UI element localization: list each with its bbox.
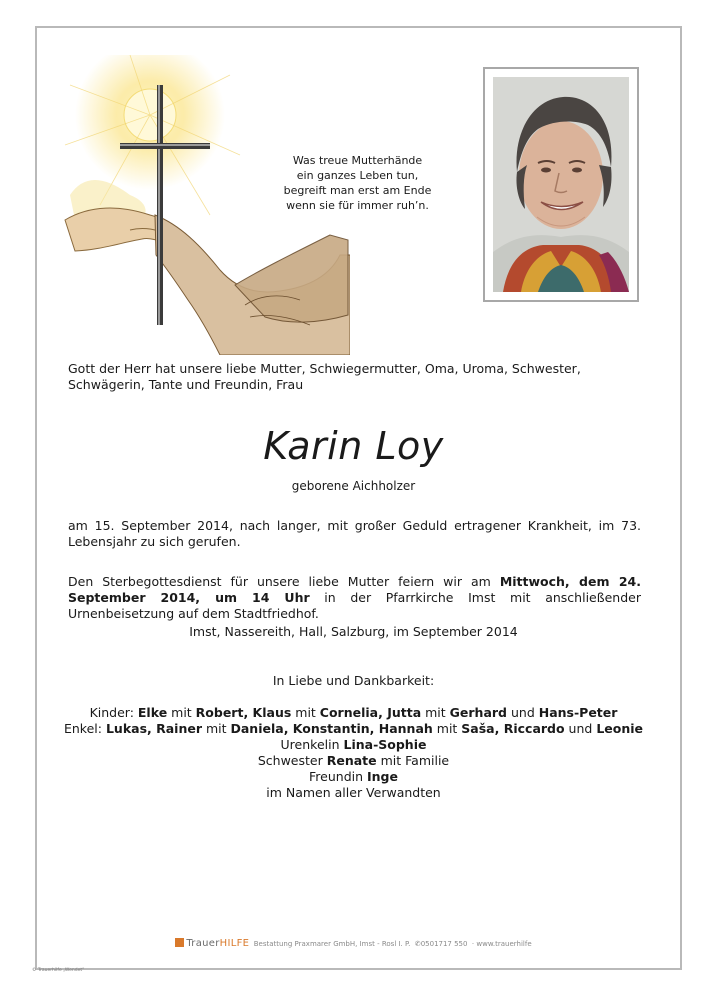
schwester-name: Renate — [326, 753, 377, 768]
footer: TrauerHILFE Bestattung Praxmarer GmbH, Imst - Rosl I. P. ✆0501717 550 · www.trauerhilfe — [0, 938, 707, 949]
enkel-label: Enkel: — [63, 721, 106, 736]
footer-company: Bestattung Praxmarer GmbH, Imst - Rosl I. P. — [253, 940, 411, 948]
poem-line: begreift man erst am Ende — [283, 184, 432, 197]
memorial-poem — [255, 153, 460, 213]
love-line: In Liebe und Dankbarkeit: — [272, 673, 435, 688]
kinder-name: Gerhard — [449, 705, 507, 720]
kinder-label: Kinder: — [89, 705, 138, 720]
kinder-name: Robert, Klaus — [195, 705, 292, 720]
urenkelin-name: Lina-Sophie — [343, 737, 427, 752]
enkel-name: Lukas, Rainer — [105, 721, 202, 736]
kinder-name: Cornelia, Jutta — [319, 705, 422, 720]
kinder-name: Hans-Peter — [538, 705, 618, 720]
connector-text: mit — [291, 705, 320, 720]
place-date: Imst, Nassereith, Hall, Salzburg, im September 2014 — [189, 624, 518, 639]
family-schwester — [0, 753, 707, 769]
family-freundin — [0, 769, 707, 785]
schwester-label: Schwester — [257, 753, 327, 768]
family-kinder — [0, 705, 707, 721]
service-prefix: Den Sterbegottesdienst für unsere liebe Mutter feiern wir am — [68, 574, 500, 589]
enkel-name: Daniela, Konstantin, Hannah — [230, 721, 433, 736]
logo-part1: Trauer — [186, 938, 220, 949]
kinder-name: Elke — [137, 705, 168, 720]
enkel-name: Leonie — [596, 721, 644, 736]
service-notice — [68, 574, 641, 622]
family-list — [0, 705, 707, 801]
connector-text: mit — [421, 705, 450, 720]
family-urenkelin — [0, 737, 707, 753]
family-enkel — [0, 721, 707, 737]
freundin-name: Inge — [367, 769, 398, 784]
copyright-note: © Trauerhilfe „Wendet“ — [32, 968, 85, 973]
phone-icon: ✆ — [414, 940, 421, 948]
portrait-photo — [493, 77, 629, 292]
poem-line: Was treue Mutterhände — [292, 154, 423, 167]
connector-text: mit — [202, 721, 231, 736]
portrait-frame — [483, 67, 639, 302]
deceased-name: Karin Loy — [263, 424, 444, 468]
footer-website[interactable]: www.trauerhilfe — [476, 940, 532, 948]
schwester-suffix: mit Familie — [376, 753, 450, 768]
poem-line: wenn sie für immer ruh’n. — [286, 199, 429, 212]
footer-logo — [186, 938, 249, 949]
connector-text: und — [564, 721, 597, 736]
urenkelin-label: Urenkelin — [280, 737, 344, 752]
logo-part2: HILFE — [219, 938, 250, 949]
portrait-illustration — [493, 77, 629, 292]
family-closing: im Namen aller Verwandten — [266, 785, 441, 800]
connector-text: mit — [167, 705, 196, 720]
announcement-intro: Gott der Herr hat unsere liebe Mutter, Schwiegermutter, Oma, Uroma, Schwester, Schwägerin, Tante und Freundin, Frau — [68, 361, 581, 392]
poem-line: ein ganzes Leben tun, — [296, 169, 419, 182]
freundin-label: Freundin — [309, 769, 367, 784]
service-suffix: in der Pfarrkirche Imst mit anschließender Urnenbeisetzung auf dem Stadtfriedhof. — [68, 590, 641, 621]
connector-text: mit — [432, 721, 462, 736]
connector-text: und — [507, 705, 539, 720]
footer-phone: 0501717 550 — [420, 940, 468, 948]
trauerhilfe-logo-icon — [175, 938, 184, 947]
enkel-name: Saša, Riccardo — [461, 721, 565, 736]
death-notice: am 15. September 2014, nach langer, mit großer Geduld ertragener Krankheit, im 73. Lebensjahr zu sich gerufen. — [68, 518, 641, 549]
birth-name: geborene Aichholzer — [291, 479, 416, 493]
service-datetime: Mittwoch, dem 24. September 2014, um 14 Uhr — [68, 574, 641, 605]
